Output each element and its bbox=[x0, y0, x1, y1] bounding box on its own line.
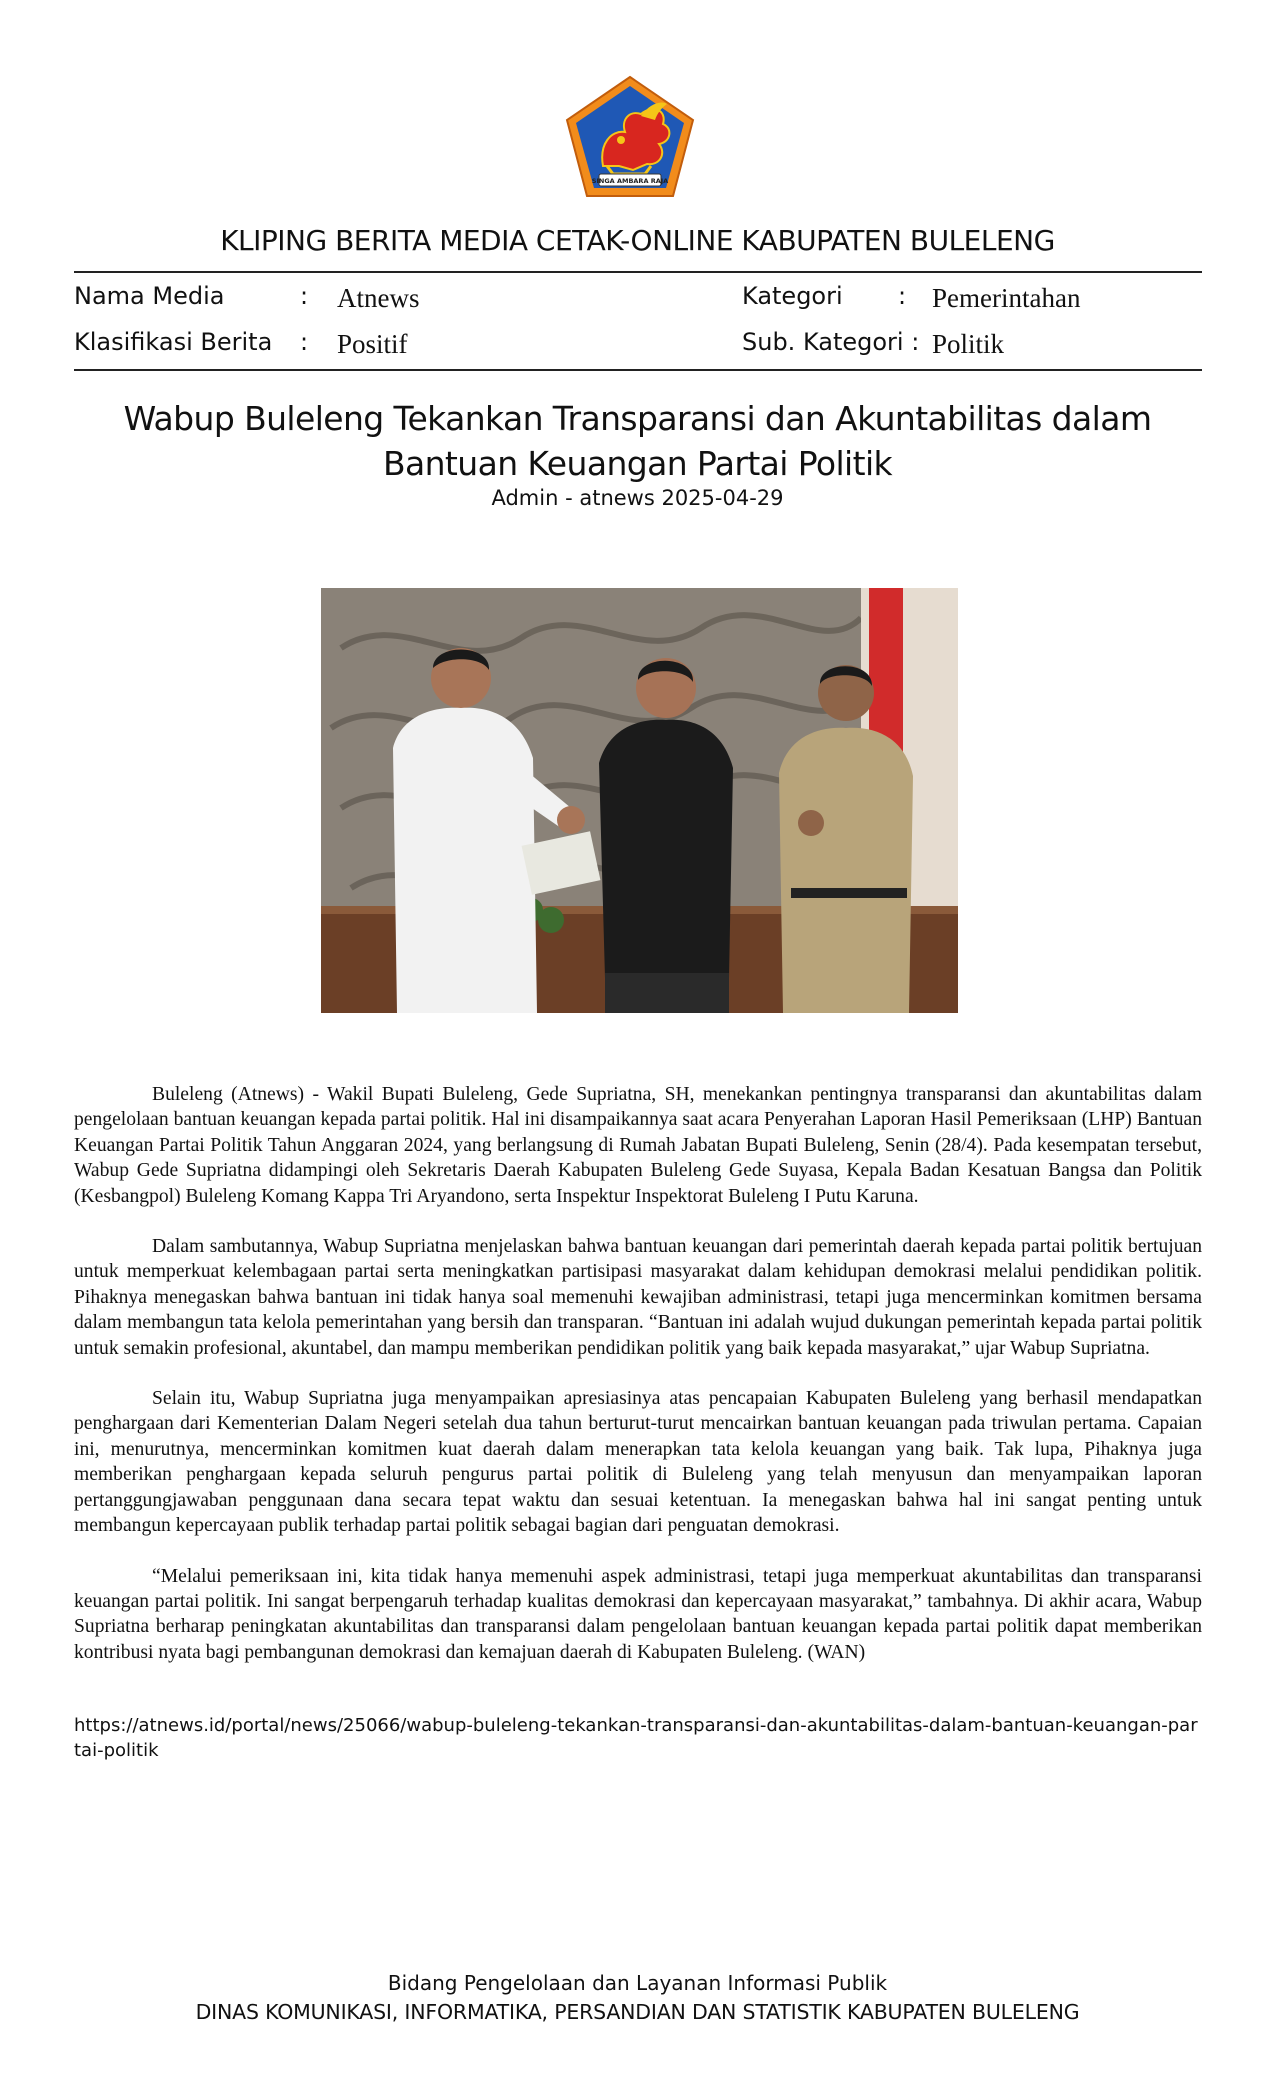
article-paragraph: Buleleng (Atnews) - Wakil Bupati Buleleng, Gede Supriatna, SH, menekankan pentingnya transparansi dan akuntabilitas dalam pengelolaan bantuan keuangan kepada partai politik. Hal ini disampaikannya saat acara Penyerahan Laporan Hasil Pemeriksaan (LHP) Bantuan Keuangan Partai Politik Tahun Anggaran 2024, yang berlangsung di Rumah Jabatan Bupati Buleleng, Senin (28/4). Pada kesempatan tersebut, Wabup Gede Supriatna didampingi oleh Sekretaris Daerah Kabupaten Buleleng Gede Suyasa, Kepala Badan Kesatuan Bangsa dan Politik (Kesbangpol) Buleleng Komang Kappa Tri Aryandono, serta Inspektur Inspektorat Buleleng I Putu Karuna. bbox=[74, 1084, 1202, 1207]
news-classification-label: Klasifikasi Berita bbox=[74, 328, 273, 356]
article-paragraph: Dalam sambutannya, Wabup Supriatna menjelaskan bahwa bantuan keuangan dari pemerintah daerah kepada partai politik bertujuan untuk memperkuat kelembagaan partai serta meningkatkan partisipasi masyarakat dalam kehidupan demokrasi melalui pendidikan politik. Pihaknya menegaskan bahwa bantuan ini tidak hanya soal memenuhi kewajiban administrasi, tetapi juga mencerminkan komitmen bersama dalam membangun tata kelola pemerintahan yang bersih dan transparan. “Bantuan ini adalah wujud dukungan pemerintah kepada partai politik untuk semakin profesional, akuntabel, dan mampu memberikan pendidikan politik yang baik kepada masyarakat,” ujar Wabup Supriatna. bbox=[74, 1236, 1202, 1359]
article-byline: Admin - atnews 2025-04-29 bbox=[491, 486, 784, 510]
news-classification-value: Positif bbox=[337, 329, 408, 359]
header-divider-top bbox=[74, 271, 1202, 273]
clipping-header-title: KLIPING BERITA MEDIA CETAK-ONLINE KABUPATEN BULELENG bbox=[220, 224, 1055, 257]
header-divider-bottom bbox=[74, 369, 1202, 371]
svg-text:SINGA AMBARA RAJA: SINGA AMBARA RAJA bbox=[591, 177, 669, 185]
media-name-label: Nama Media bbox=[74, 282, 225, 310]
article-body bbox=[74, 1082, 1202, 1690]
footer-division: Bidang Pengelolaan dan Layanan Informasi Publik bbox=[387, 1971, 888, 1995]
category-colon: : bbox=[898, 282, 907, 310]
source-url-link[interactable]: https://atnews.id/portal/news/25066/wabup-buleleng-tekankan-transparansi-dan-akuntabilitas-dalam-bantuan-keuangan-partai-politik bbox=[74, 1715, 1198, 1761]
category-value: Pemerintahan bbox=[932, 283, 1081, 313]
article-paragraph: Selain itu, Wabup Supriatna juga menyampaikan apresiasinya atas pencapaian Kabupaten Buleleng yang berhasil mendapatkan penghargaan dari Kementerian Dalam Negeri setelah dua tahun berturut-turut mencairkan bantuan keuangan pada triwulan pertama. Capaian ini, menurutnya, mencerminkan komitmen kuat daerah dalam menerapkan tata kelola keuangan yang baik. Tak lupa, Pihaknya juga memberikan penghargaan kepada seluruh pengurus partai politik di Buleleng yang telah menyusun dan menyampaikan laporan pertanggungjawaban penggunaan dana secara tepat waktu dan sesuai ketentuan. Ia menegaskan bahwa hal ini sangat penting untuk membangun kepercayaan publik terhadap partai politik sebagai bagian dari penguatan demokrasi. bbox=[74, 1388, 1202, 1537]
article-title: Wabup Buleleng Tekankan Transparansi dan Akuntabilitas dalam Bantuan Keuangan Partai Politik bbox=[123, 399, 1152, 483]
article-paragraph: “Melalui pemeriksaan ini, kita tidak hanya memenuhi aspek administrasi, tetapi juga memperkuat akuntabilitas dan transparansi keuangan partai politik. Ini sangat berpengaruh terhadap kualitas demokrasi dan kepercayaan masyarakat,” tambahnya. Di akhir acara, Wabup Supriatna berharap peningkatan akuntabilitas dan transparansi dalam pengelolaan bantuan keuangan kepada partai politik dapat memberikan kontribusi nyata bagi pembangunan demokrasi dan kemajuan daerah di Kabupaten Buleleng. (WAN) bbox=[74, 1565, 1202, 1663]
article-photo bbox=[321, 588, 958, 1013]
footer-agency: DINAS KOMUNIKASI, INFORMATIKA, PERSANDIAN DAN STATISTIK KABUPATEN BULELENG bbox=[195, 2000, 1080, 2024]
news-classification-colon: : bbox=[300, 328, 309, 356]
buleleng-regency-logo bbox=[563, 74, 697, 200]
category-label: Kategori bbox=[742, 282, 843, 310]
media-name-colon: : bbox=[300, 282, 309, 310]
media-name-value: Atnews bbox=[337, 283, 420, 313]
sub-category-value: Politik bbox=[932, 329, 1005, 359]
sub-category-label: Sub. Kategori : bbox=[742, 328, 920, 356]
